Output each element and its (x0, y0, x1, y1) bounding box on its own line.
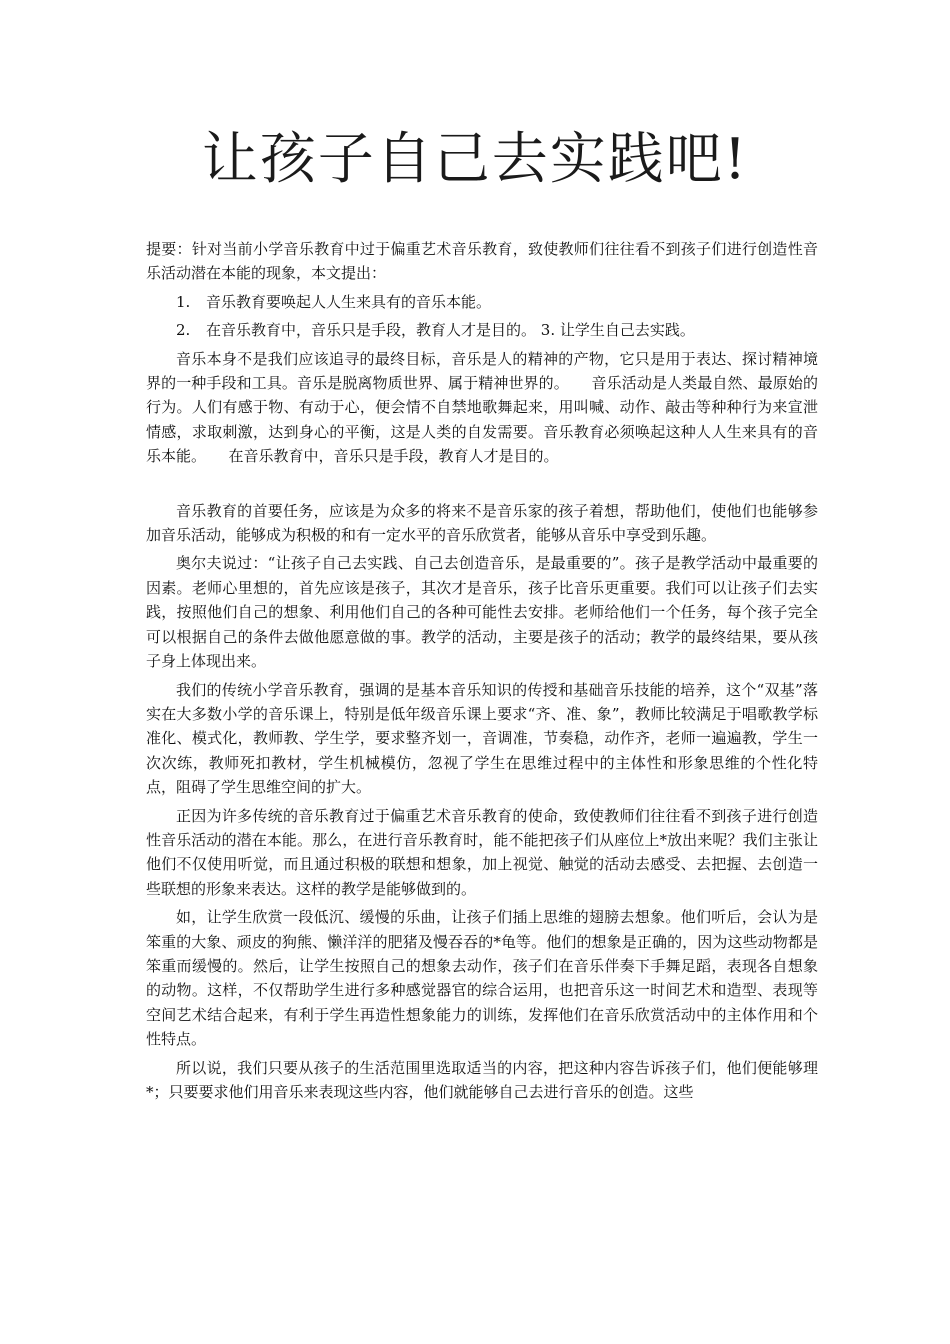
paragraph-gap (146, 473, 818, 499)
list-item (146, 290, 818, 314)
body-paragraph-7: 所以说，我们只要从孩子的生活范围里选取适当的内容，把这种内容告诉孩子们，他们便能够理*；只要要求他们用音乐来表现这些内容，他们就能够自己去进行音乐的创造。这些 (146, 1058, 818, 1101)
list-item (146, 318, 818, 342)
body-paragraph-6: 如，让学生欣赏一段低沉、缓慢的乐曲，让孩子们插上思维的翅膀去想象。他们听后，会认为是笨重的大象、顽皮的狗熊、懒洋洋的肥猪及慢吞吞的*龟等。他们的想象是正确的，因为这些动物都是笨重而缓慢的。然后，让学生按照自己的想象去动作，孩子们在音乐伴奏下手舞足蹈，表现各自想象的动物。这样，不仅帮助学生进行多种感觉器官的综合运用，也把音乐这一时间艺术和造型、表现等空间艺术结合起来，有利于学生再造性想象能力的训练，发挥他们在音乐欣赏活动中的主体作用和个性特点。 (146, 908, 818, 1049)
body-paragraph-3: 奥尔夫说过：“让孩子自己去实践、自己去创造音乐，是最重要的”。孩子是教学活动中最重要的因素。老师心里想的，首先应该是孩子，其次才是音乐，孩子比音乐更重要。我们可以让孩子们去实践，按照他们自己的想象、利用他们自己的各种可能性去安排。老师给他们一个任务，每个孩子完全可以根据自己的条件去做他愿意做的事。教学的活动，主要是孩子的活动；教学的最终结果，要从孩子身上体现出来。 (146, 554, 818, 671)
body-paragraph-4: 我们的传统小学音乐教育，强调的是基本音乐知识的传授和基础音乐技能的培养，这个“双基”落实在大多数小学的音乐课上，特别是低年级音乐课上要求“齐、准、象”，教师比较满足于唱歌教学标准化、模式化，教师教、学生学，要求整齐划一，音调准，节奏稳，动作齐，老师一遍遍教，学生一次次练，教师死扣教材，学生机械模仿，忽视了学生在思维过程中的主体性和形象思维的个性化特点，阻碍了学生思维空间的扩大。 (146, 680, 818, 797)
list-item-number: 2. (176, 321, 191, 340)
body-paragraph-2: 音乐教育的首要任务，应该是为众多的将来不是音乐家的孩子着想，帮助他们，使他们也能够参加音乐活动，能够成为积极的和有一定水平的音乐欣赏者，能够从音乐中享受到乐趣。 (146, 501, 818, 545)
list-item-text: 音乐教育要唤起人人生来具有的音乐本能。 (206, 292, 492, 311)
list-item-number: 1. (176, 292, 191, 311)
document-title: 让孩子自己去实践吧! (201, 127, 749, 192)
abstract-paragraph: 提要：针对当前小学音乐教育中过于偏重艺术音乐教育，致使教师们往往看不到孩子们进行创造性音乐活动潜在本能的现象，本文提出： (146, 240, 818, 283)
document-body (146, 237, 818, 1108)
body-paragraph-1: 音乐本身不是我们应该追寻的最终目标，音乐是人的精神的产物，它只是用于表达、探讨精神境界的一种手段和工具。音乐是脱离物质世界、属于精神世界的。 音乐活动是人类最自然、最原始的行为。人们有感于物、有动于心，便会情不自禁地歌舞起来，用叫喊、动作、敲击等种种行为来宣泄情感，求取刺激，达到身心的平衡，这是人类的自发需要。音乐教育必须唤起这种人人生来具有的音乐本能。 在音乐教育中，音乐只是手段，教育人才是目的。 (146, 349, 818, 466)
body-paragraph-5: 正因为许多传统的音乐教育过于偏重艺术音乐教育的使命，致使教师们往往看不到孩子进行创造性音乐活动的潜在本能。那么，在进行音乐教育时，能不能把孩子们从座位上*放出来呢？我们主张让他们不仅使用听觉，而且通过积极的联想和想象，加上视觉、触觉的活动去感受、去把握、去创造一些联想的形象来表达。这样的教学是能够做到的。 (146, 806, 818, 898)
list-item-text: 在音乐教育中，音乐只是手段，教育人才是目的。 3. 让学生自己去实践。 (206, 321, 695, 340)
